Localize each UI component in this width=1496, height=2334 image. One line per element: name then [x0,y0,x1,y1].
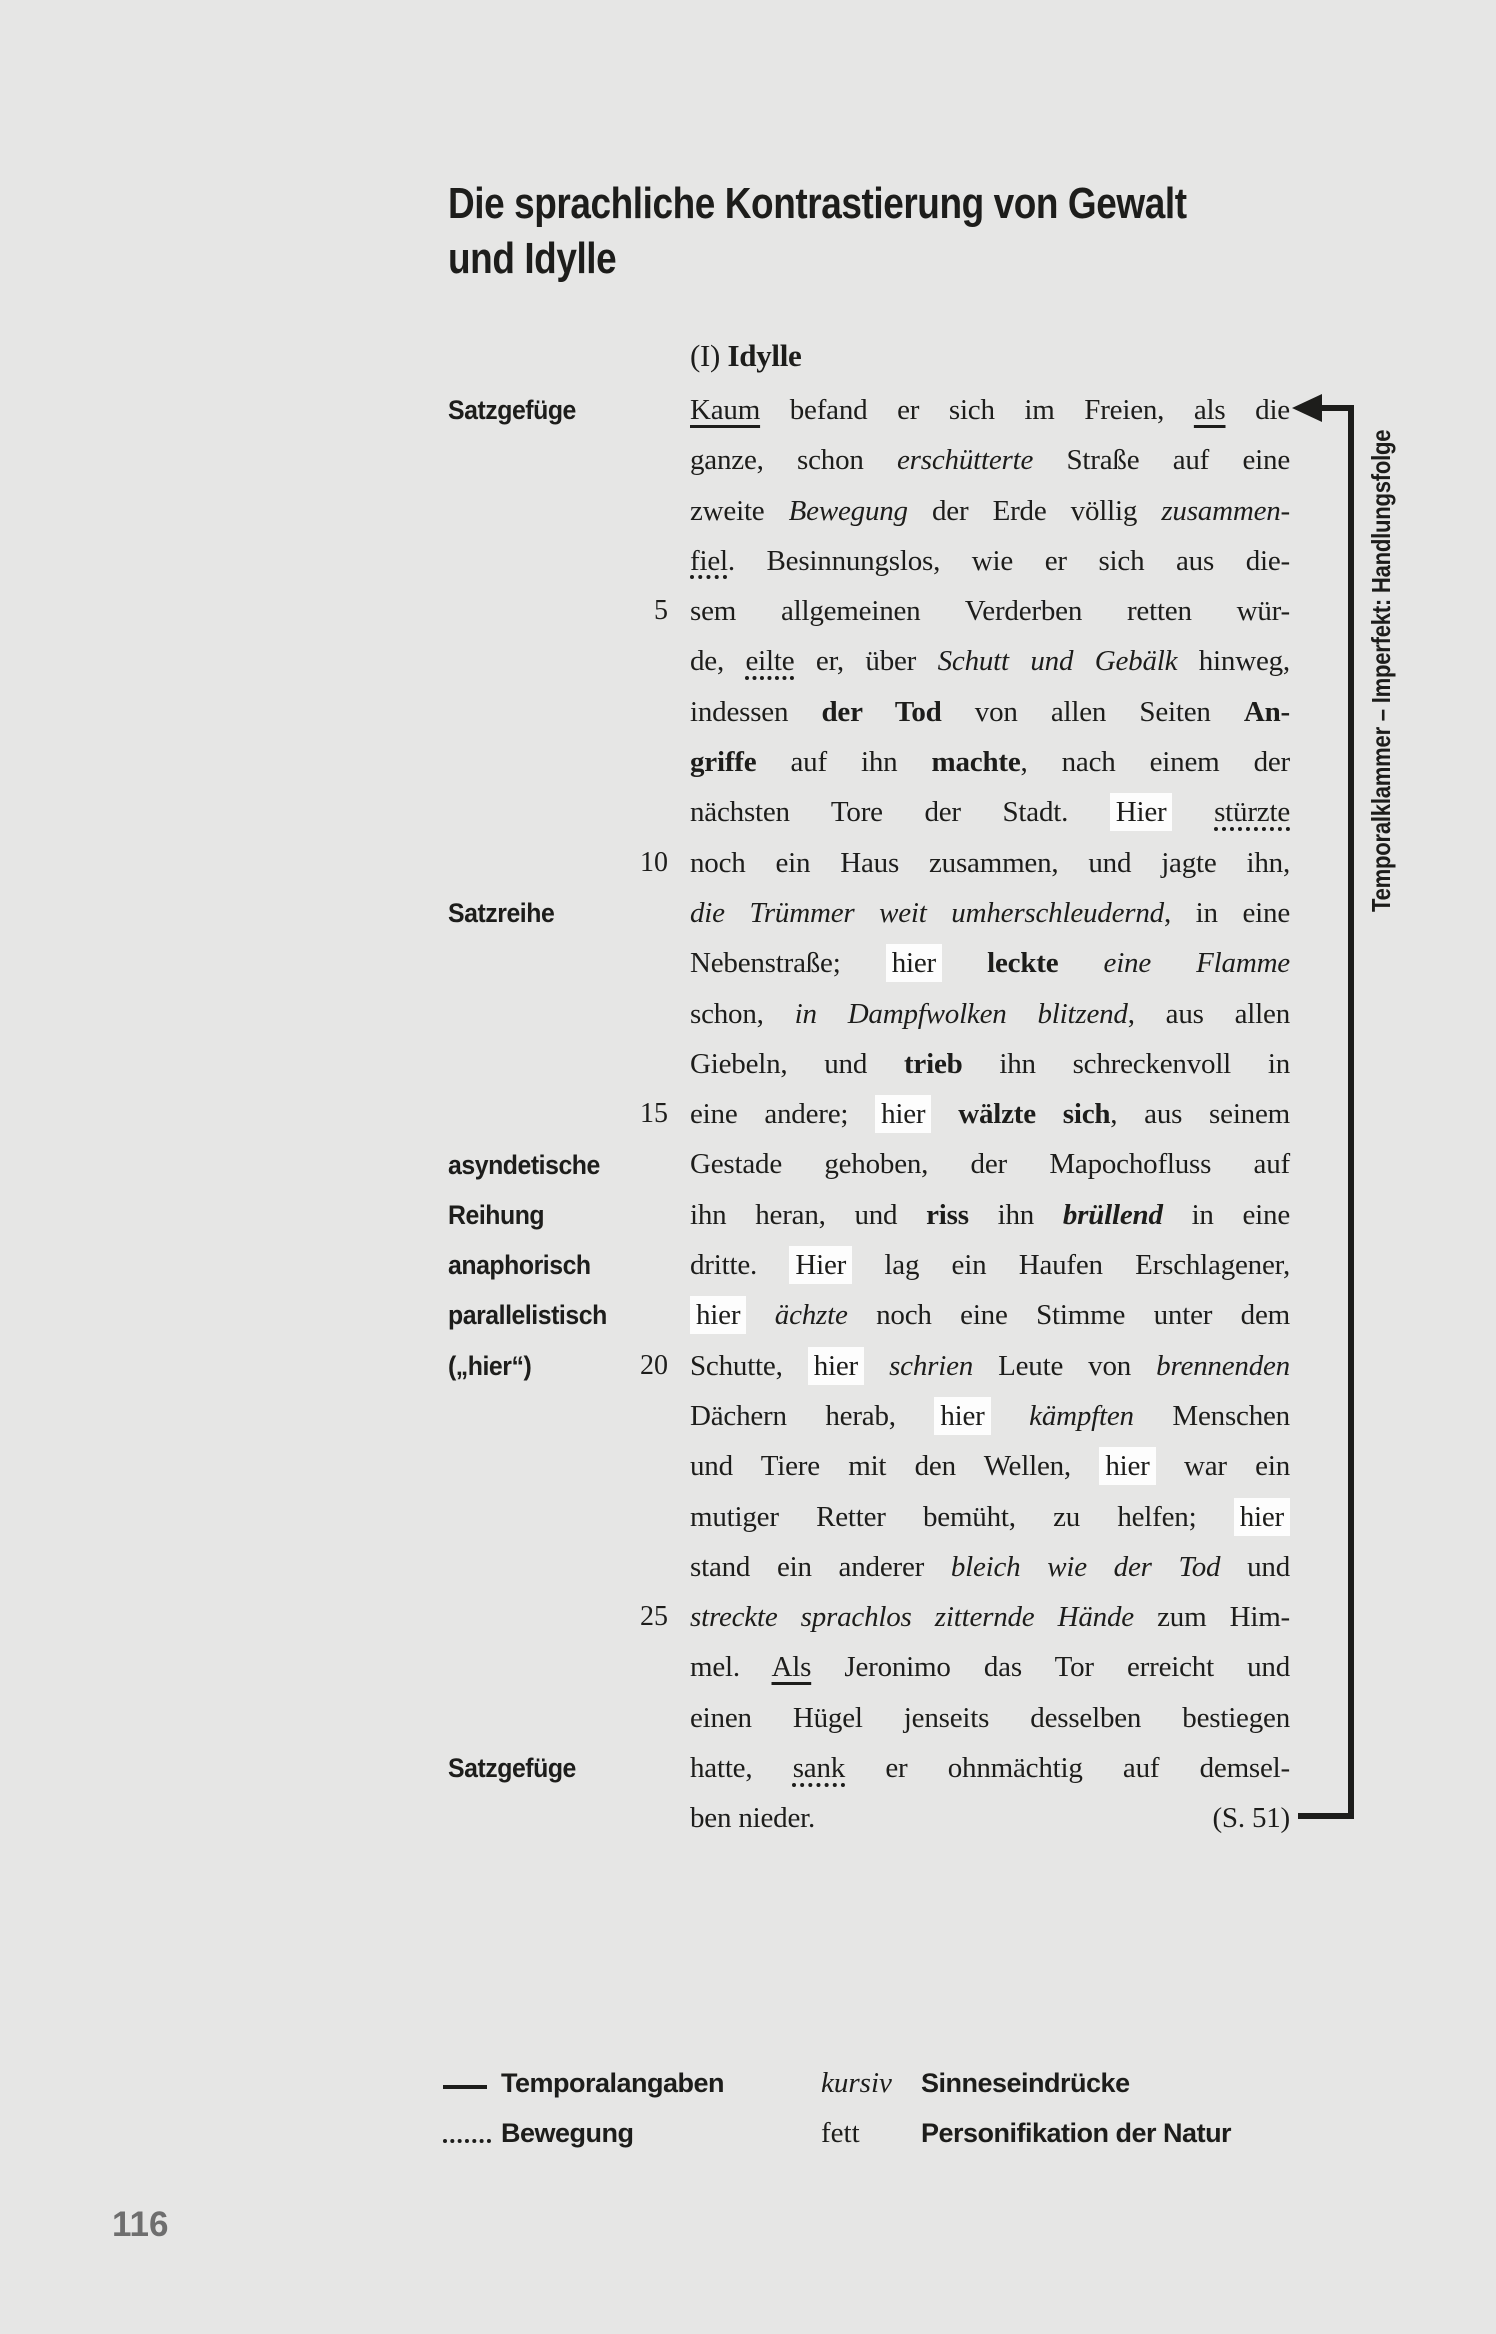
text-segment-plain: , aus allen [1127,997,1290,1030]
text-segment-plain: Dächern herab, [690,1399,935,1432]
text-segment-plain [991,1400,1030,1432]
text-line [690,1391,1290,1441]
text-segment-underline: Kaum [690,394,761,426]
text-segment-plain: Menschen [1133,1399,1290,1432]
legend-label-bewegung: Bewegung [501,2118,634,2148]
text-segment-plain [1172,796,1214,828]
text-segment-plain [746,1299,774,1331]
text-line [690,1089,1290,1139]
text-segment-highlight: Hier [789,1246,852,1284]
text-segment-highlight: hier [808,1347,864,1385]
text-line [690,938,1290,988]
legend-row-2 [443,2108,1403,2158]
text-line [690,1139,1290,1189]
text-segment-plain: er, über [794,645,938,678]
solid-line-swatch [443,2085,487,2089]
text-segment-italic: Bewegung [788,494,908,527]
text-segment-plain: einen Hügel jenseits desselben bestiegen [690,1701,1290,1734]
text-line [690,687,1290,737]
legend-label-sinneseindruecke: Sinneseindrücke [921,2068,1130,2098]
text-segment-plain: sem allgemeinen Verderben retten wür- [690,595,1290,628]
dotted-line-swatch [443,2122,491,2143]
text-segment-bold: trieb [903,1047,963,1080]
text-segment-plain: Jeronimo das Tor erreicht und [811,1651,1291,1684]
text-line [690,1341,1290,1391]
margin-label: asyndetische [448,1149,600,1180]
text-segment-plain [1058,947,1103,979]
text-segment-plain: mutiger Retter bemüht, zu helfen; [690,1500,1234,1533]
text-segment-dotted: fiel [690,544,728,577]
text-segment-plain: indessen [690,695,822,728]
text-line [690,636,1290,686]
text-segment-plain: Schutte, [690,1349,808,1382]
text-segment-italic: eine Flamme [1103,947,1290,980]
text-segment-highlight: hier [886,944,942,982]
page-title [448,176,1187,286]
line-number: 25 [640,1601,668,1633]
margin-label: Reihung [448,1199,545,1230]
text-line [690,1642,1290,1692]
text-segment-italic: Schutt und Gebälk [937,645,1178,678]
text-line [690,385,1290,435]
legend-label-temporal: Temporalangaben [501,2068,725,2098]
text-segment-plain: ihn schreckenvoll in [962,1047,1290,1080]
text-segment-bold: leckte [987,947,1059,980]
text-line [690,1793,1290,1843]
text-segment-plain: und [1220,1550,1290,1583]
text-segment-plain: de, [690,645,746,678]
text-segment-italic: kämpften [1029,1399,1134,1432]
text-segment-highlight: hier [1099,1447,1155,1485]
text-line [690,1441,1290,1491]
text-segment-bold: wälzte sich [958,1098,1111,1131]
text-segment-plain: hinweg, [1177,645,1290,678]
margin-label: Satzgefüge [448,395,576,425]
text-segment-plain: stand ein anderer [690,1550,951,1583]
text-segment-plain: . Besinnungslos, wie er sich aus die- [727,544,1290,577]
text-segment-plain: dritte. [690,1249,790,1282]
text-segment-italic: streckte sprachlos zitternde Hände [690,1601,1134,1634]
text-segment-plain: zum Him- [1133,1601,1291,1634]
legend [443,2058,1403,2158]
page-title-line2: und Idylle [448,234,617,283]
bracket-vertical-line [1348,405,1354,1819]
margin-label: Satzgefüge [448,1753,576,1784]
text-lines [690,385,1290,1844]
text-line [690,1743,1290,1793]
text-segment-plain: Nebenstraße; [690,947,886,980]
text-segment-plain: Straße auf eine [1033,444,1290,477]
text-line [690,888,1290,938]
text-segment-plain: , in eine [1163,896,1291,929]
source-reference: (S. 51) [1212,1802,1290,1835]
text-segment-plain: und Tiere mit den Wellen, [690,1450,1100,1483]
text-line [690,787,1290,837]
text-segment-underline: als [1193,394,1226,426]
text-segment-plain: er ohnmächtig auf demsel- [845,1752,1290,1785]
text-line [690,989,1290,1039]
margin-label: („hier“) [448,1350,532,1381]
text-segment-italic: zusammen- [1161,494,1290,527]
text-segment-plain: Leute von [973,1349,1157,1382]
line-number: 10 [640,846,668,878]
text-line [690,1542,1290,1592]
arrow-left-icon [1292,394,1322,422]
legend-key-kursiv: kursiv [821,2067,892,2099]
text-segment-dotted: eilte [745,645,795,678]
text-segment-plain [864,1350,889,1382]
text-segment-plain: nächsten Tore der Stadt. [690,796,1110,829]
text-segment-plain: ihn [968,1198,1063,1231]
line-number: 20 [640,1349,668,1381]
margin-label: anaphorisch [448,1250,591,1281]
text-segment-plain [942,947,987,979]
text-segment-plain: die [1225,394,1290,426]
text-segment-plain: ihn heran, und [690,1198,927,1231]
text-segment-highlight: hier [1234,1498,1290,1536]
margin-label: Satzreihe [448,898,555,928]
text-segment-plain: Gestade gehoben, der Mapochofluss auf [690,1148,1290,1181]
text-segment-bold: machte [931,746,1021,779]
text-segment-bold: An- [1243,695,1291,728]
text-segment-italic: in Dampfwolken blitzend [794,997,1128,1030]
text-line [690,1190,1290,1240]
text-segment-plain: war ein [1155,1450,1290,1483]
text-line [690,1592,1290,1642]
text-segment-italic: erschütterte [897,444,1034,477]
text-line [690,1240,1290,1290]
text-segment-italic: ächzte [774,1299,848,1332]
text-segment-plain [931,1098,958,1130]
text-segment-plain: ben nieder. [690,1802,816,1835]
text-segment-highlight: Hier [1110,793,1173,831]
text-line [690,1693,1290,1743]
page-number: 116 [112,2205,169,2244]
text-segment-plain: mel. [690,1651,772,1684]
text-segment-plain: auf ihn [756,746,932,779]
text-segment-dotted: stürzte [1214,796,1290,829]
text-segment-italic: bleich wie der Tod [950,1550,1221,1583]
text-segment-bold: griffe [690,746,757,779]
section-heading-title: Idylle [727,338,802,373]
section-heading [690,336,802,376]
text-segment-plain: , nach einem der [1020,746,1290,779]
text-line [690,1290,1290,1340]
text-segment-plain: lag ein Haufen Erschlagener, [852,1249,1290,1282]
text-segment-plain: ganze, schon [690,444,898,477]
text-segment-bold: der Tod [821,695,942,728]
text-line [690,737,1290,787]
text-segment-italic: schrien [889,1349,974,1382]
text-line [690,838,1290,888]
text-segment-italic: die Trümmer weit umherschleudernd [690,896,1164,929]
bracket-label: Temporalklammer – Imperfekt: Handlungsfolge [1366,429,1396,912]
text-segment-dotted: sank [792,1752,846,1785]
text-segment-bold: riss [926,1198,969,1231]
legend-key-fett: fett [821,2117,860,2149]
text-line [690,586,1290,636]
section-heading-prefix: (I) [690,338,728,373]
text-segment-plain: in eine [1162,1198,1291,1231]
text-segment-bold-italic: brüllend [1062,1198,1163,1231]
text-segment-highlight: hier [875,1095,931,1133]
text-segment-plain: zweite [690,494,789,527]
text-segment-plain: befand er sich im Freien, [760,394,1194,426]
text-line [690,1492,1290,1542]
line-number: 5 [654,595,668,627]
text-segment-underline: Als [771,1651,812,1684]
bracket-bottom-segment [1298,1813,1354,1819]
text-segment-plain: , aus seinem [1110,1098,1290,1131]
text-segment-highlight: hier [934,1397,990,1435]
text-segment-italic: brennenden [1156,1349,1290,1382]
text-segment-plain: noch ein Haus zusammen, und jagte ihn, [690,846,1290,879]
legend-label-personifikation: Personifikation der Natur [921,2118,1232,2148]
text-line [690,1039,1290,1089]
text-line [690,536,1290,586]
text-segment-plain: von allen Seiten [941,695,1244,728]
text-segment-plain: der Erde völlig [907,494,1162,527]
text-segment-plain: schon, [690,997,795,1030]
text-segment-plain: Giebeln, und [690,1047,904,1080]
page-title-line1: Die sprachliche Kontrastierung von Gewalt [448,179,1187,228]
text-segment-highlight: hier [690,1296,746,1334]
text-line [690,486,1290,536]
margin-label: parallelistisch [448,1300,607,1331]
text-segment-plain: eine andere; [690,1098,876,1131]
text-line [690,435,1290,485]
text-segment-plain: hatte, [690,1752,793,1785]
line-number: 15 [640,1098,668,1130]
legend-row-1 [443,2058,1403,2108]
text-segment-plain: noch eine Stimme unter dem [847,1299,1290,1332]
